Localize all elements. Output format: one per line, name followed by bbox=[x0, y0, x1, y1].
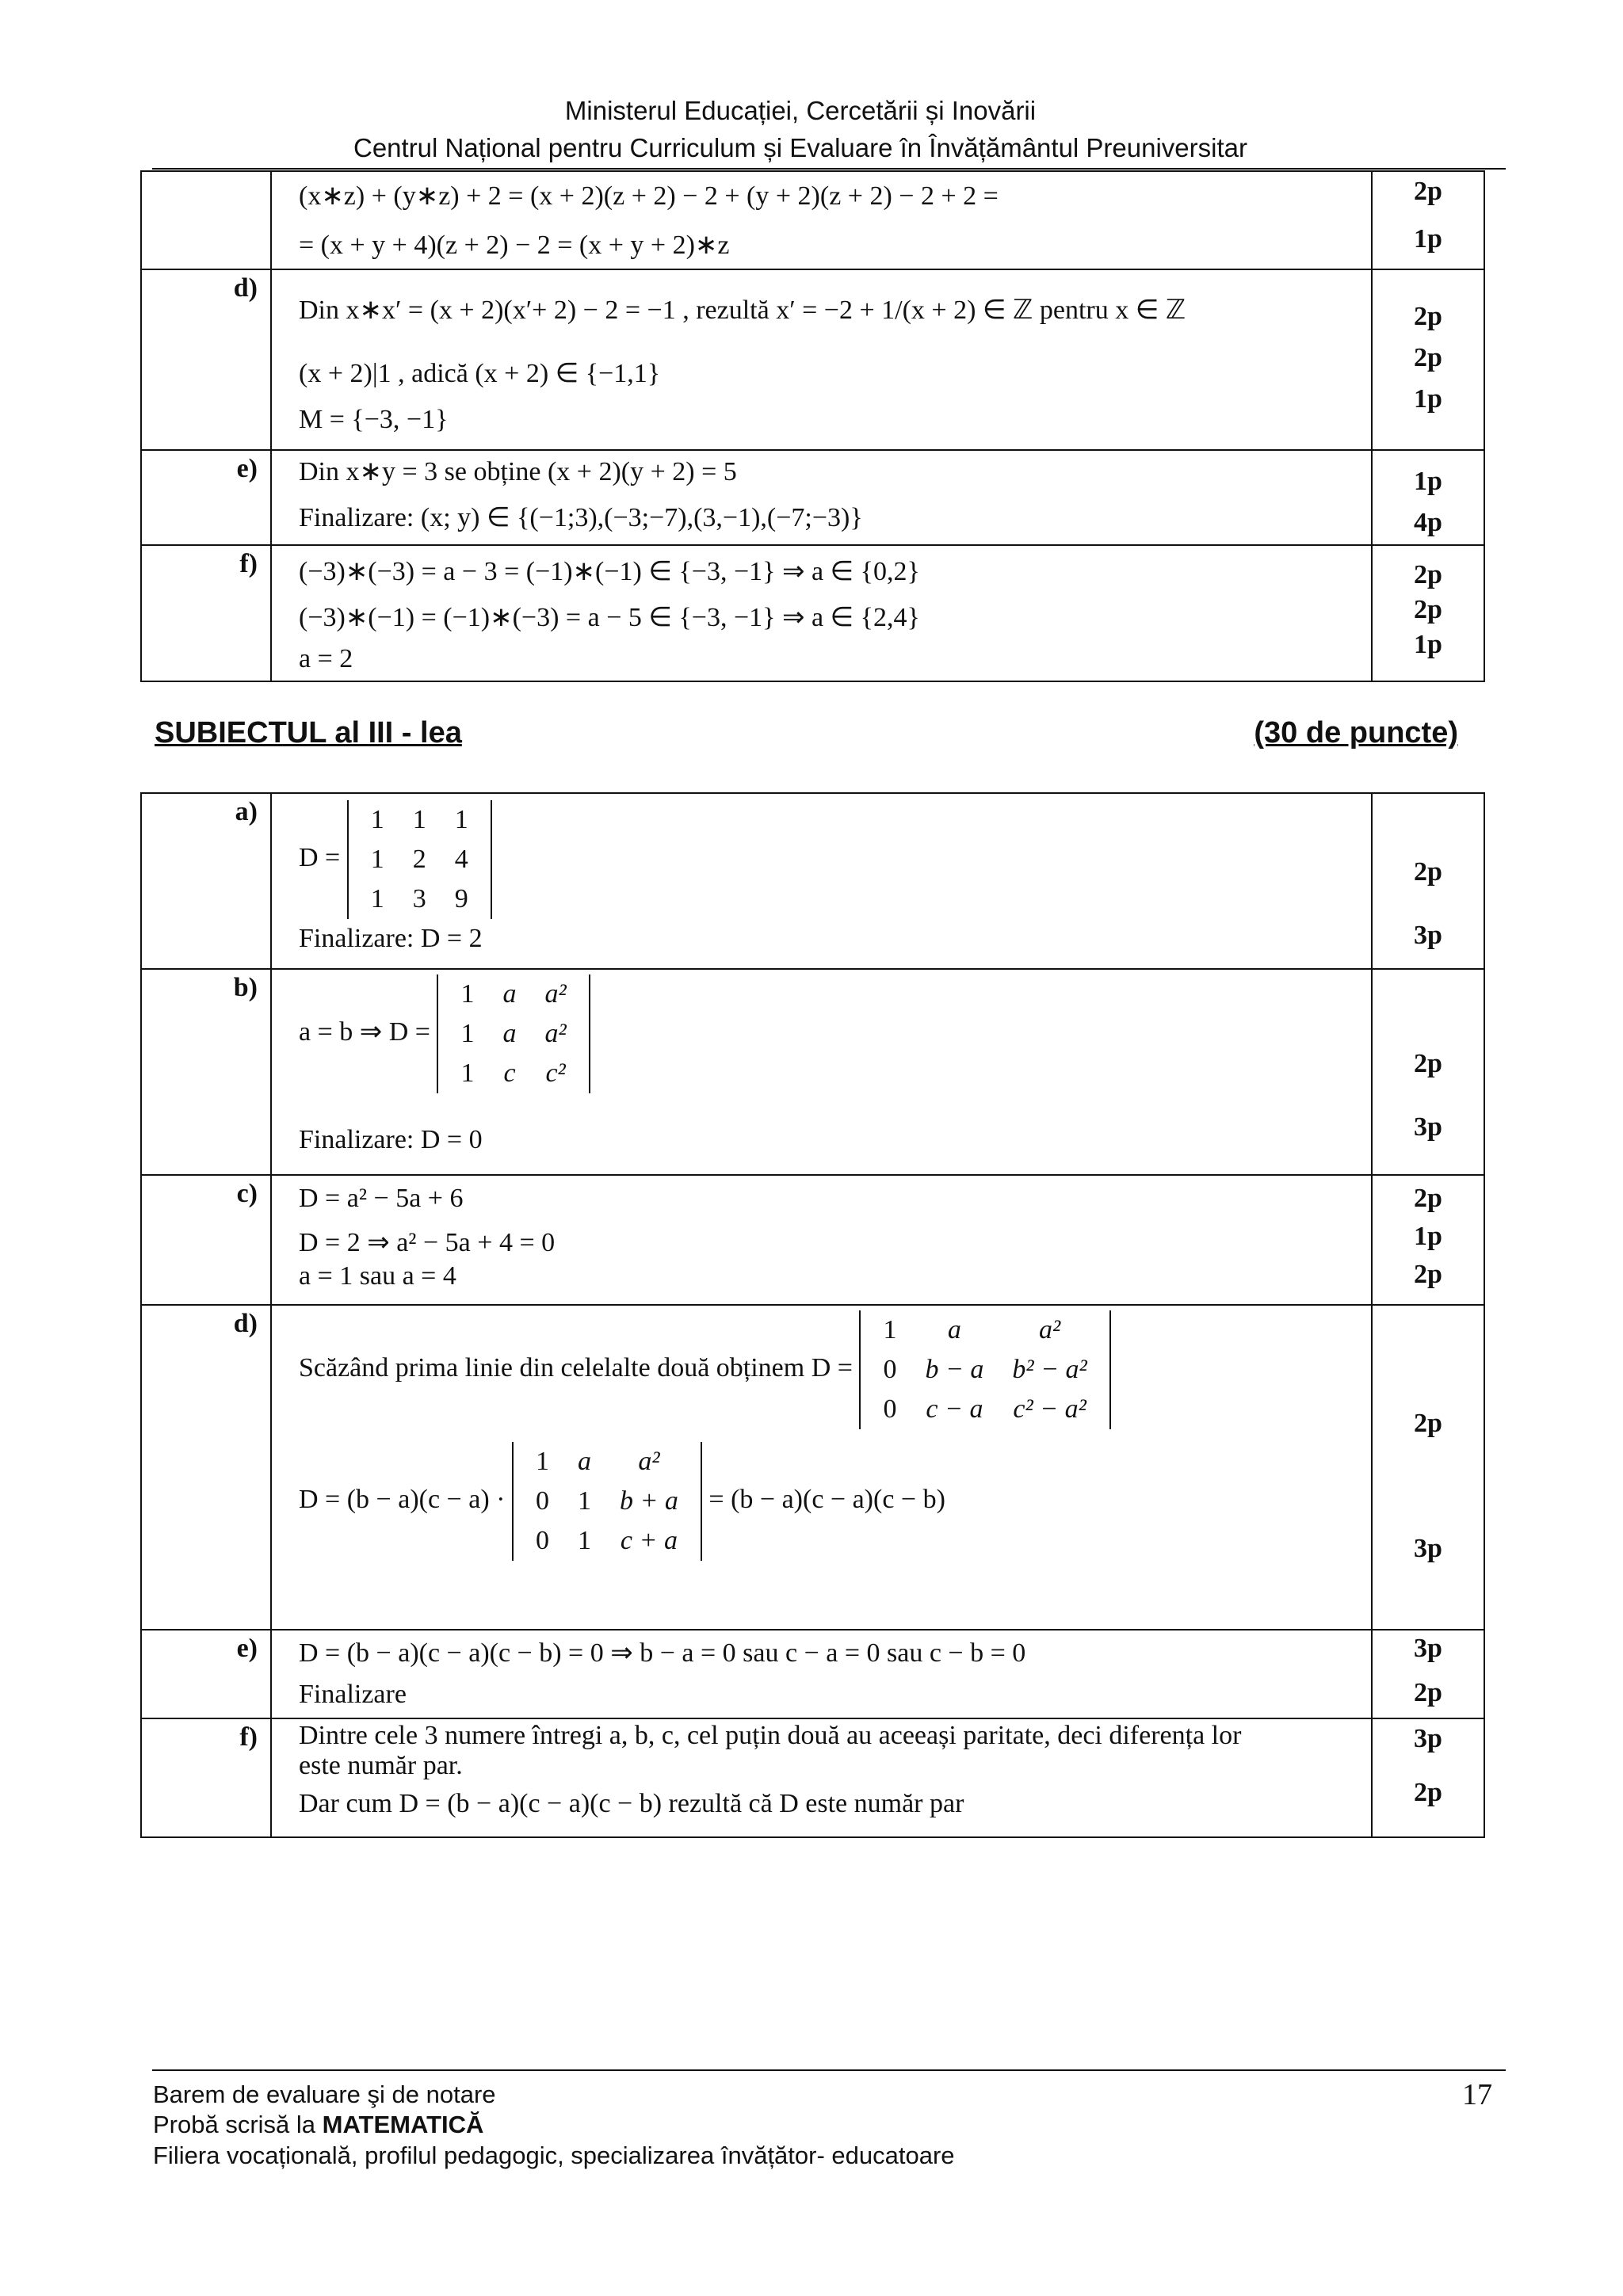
footer-subject: MATEMATICĂ bbox=[322, 2111, 484, 2138]
determinant-line bbox=[272, 1310, 1371, 1429]
text-line: Dintre cele 3 numere întregi a, b, c, cel puțin două au aceeași paritate, deci diferența lor bbox=[299, 1721, 1242, 1750]
row-content bbox=[271, 1175, 1372, 1305]
row-e bbox=[141, 1630, 1484, 1718]
points-value: 3p bbox=[1414, 921, 1442, 950]
formula-line: (x∗z) + (y∗z) + 2 = (x + 2)(z + 2) − 2 + (y + 2)(z + 2) − 2 + 2 = bbox=[299, 181, 999, 211]
matrix-cell: a² bbox=[1038, 1315, 1061, 1344]
matrix-cell: 1 bbox=[577, 1526, 591, 1555]
formula-line: a = 1 sau a = 4 bbox=[299, 1261, 456, 1291]
header-line-1: Ministerul Educației, Cercetării și Inovării bbox=[564, 96, 1037, 125]
determinant-line bbox=[272, 974, 1371, 1093]
determinant-suffix: = (b − a)(c − a)(c − b) bbox=[708, 1484, 945, 1514]
matrix-cell: a² bbox=[638, 1447, 660, 1476]
points-value: 2p bbox=[1414, 1184, 1442, 1213]
matrix-cell: 4 bbox=[454, 845, 468, 874]
matrix-cell: 1 bbox=[370, 845, 384, 874]
determinant-matrix bbox=[347, 800, 492, 919]
points-cell bbox=[1372, 450, 1484, 545]
points-value: 1p bbox=[1414, 384, 1442, 414]
points-value: 2p bbox=[1414, 1678, 1442, 1707]
row-e bbox=[141, 450, 1484, 545]
determinant-prefix: D = bbox=[299, 842, 341, 872]
grading-table-subject-3 bbox=[140, 792, 1485, 1838]
row-label: f) bbox=[141, 545, 271, 681]
points-value: 2p bbox=[1414, 343, 1442, 372]
matrix-cell: b² − a² bbox=[1012, 1355, 1087, 1384]
formula-line: Finalizare: D = 0 bbox=[299, 1125, 483, 1154]
formula-line: Din x∗y = 3 se obține (x + 2)(y + 2) = 5 bbox=[299, 457, 737, 486]
points-value: 2p bbox=[1414, 857, 1442, 887]
points-cell bbox=[1372, 1305, 1484, 1630]
matrix-cell: 0 bbox=[883, 1394, 897, 1424]
row-content bbox=[271, 171, 1372, 269]
matrix-cell: 9 bbox=[454, 884, 468, 913]
matrix-cell: c² bbox=[545, 1058, 566, 1088]
formula-line: D = 2 ⇒ a² − 5a + 4 = 0 bbox=[299, 1228, 556, 1257]
points-value: 3p bbox=[1414, 1534, 1442, 1563]
formula-line: D = (b − a)(c − a)(c − b) = 0 ⇒ b − a = 0 sau c − a = 0 sau c − b = 0 bbox=[299, 1638, 1026, 1668]
matrix-grid bbox=[521, 1442, 693, 1561]
determinant-line bbox=[272, 800, 1371, 919]
points-value: 2p bbox=[1414, 177, 1442, 206]
matrix-grid bbox=[357, 800, 483, 919]
matrix-cell: 1 bbox=[370, 805, 384, 834]
matrix-grid bbox=[869, 1310, 1101, 1429]
points-value: 1p bbox=[1414, 630, 1442, 659]
points-value: 4p bbox=[1414, 508, 1442, 537]
matrix-cell: 0 bbox=[535, 1486, 549, 1516]
header-line-2: Centrul Național pentru Curriculum și Evaluare în Învățământul Preuniversitar bbox=[353, 133, 1247, 162]
points-cell bbox=[1372, 1718, 1484, 1837]
determinant-prefix: Scăzând prima linie din celelalte două obținem D = bbox=[299, 1352, 853, 1383]
points-value: 1p bbox=[1414, 1222, 1442, 1251]
formula-line: a = 2 bbox=[299, 644, 353, 673]
matrix-cell: 3 bbox=[412, 884, 426, 913]
matrix-cell: a² bbox=[544, 1019, 567, 1048]
points-value: 2p bbox=[1414, 1778, 1442, 1807]
points-value: 3p bbox=[1414, 1112, 1442, 1142]
page-number: 17 bbox=[1462, 2078, 1492, 2111]
text-line: este număr par. bbox=[299, 1751, 463, 1780]
matrix-cell: 1 bbox=[460, 1058, 475, 1088]
matrix-cell: a bbox=[577, 1447, 591, 1476]
row-f bbox=[141, 1718, 1484, 1837]
footer-line-2-prefix: Probă scrisă la bbox=[153, 2111, 323, 2138]
points-cell bbox=[1372, 969, 1484, 1175]
matrix-cell: 1 bbox=[883, 1315, 897, 1344]
row-content bbox=[271, 450, 1372, 545]
row-d bbox=[141, 269, 1484, 450]
formula-line: Finalizare bbox=[299, 1680, 407, 1709]
points-value: 2p bbox=[1414, 302, 1442, 331]
matrix-cell: 1 bbox=[412, 805, 426, 834]
section-heading bbox=[155, 716, 1458, 750]
points-value: 2p bbox=[1414, 1409, 1442, 1438]
row-label: f) bbox=[141, 1718, 271, 1837]
row-b bbox=[141, 969, 1484, 1175]
matrix-grid bbox=[446, 974, 580, 1093]
section-title: SUBIECTUL al III - lea bbox=[155, 716, 462, 749]
formula-line: D = a² − 5a + 6 bbox=[299, 1184, 464, 1213]
section-points: (30 de puncte) bbox=[1254, 716, 1458, 749]
row-content bbox=[271, 793, 1372, 969]
row-c bbox=[141, 1175, 1484, 1305]
row-d bbox=[141, 1305, 1484, 1630]
footer-line-2 bbox=[153, 2111, 483, 2139]
row-label: c) bbox=[141, 1175, 271, 1305]
determinant-matrix bbox=[859, 1310, 1110, 1429]
points-value: 3p bbox=[1414, 1634, 1442, 1663]
header-divider bbox=[152, 168, 1506, 170]
matrix-cell: c² − a² bbox=[1013, 1394, 1086, 1424]
formula-line: Finalizare: D = 2 bbox=[299, 924, 483, 953]
row-label: a) bbox=[141, 793, 271, 969]
matrix-cell: 1 bbox=[460, 1019, 475, 1048]
points-value: 2p bbox=[1414, 595, 1442, 624]
formula-line: Din x∗x′ = (x + 2)(x′+ 2) − 2 = −1 , rezultă x′ = −2 + 1/(x + 2) ∈ ℤ pentru x ∈ ℤ bbox=[299, 296, 1186, 325]
row-c-continued bbox=[141, 171, 1484, 269]
row-content bbox=[271, 969, 1372, 1175]
row-label: d) bbox=[141, 269, 271, 450]
matrix-cell: c + a bbox=[620, 1526, 678, 1555]
formula-line: = (x + y + 4)(z + 2) − 2 = (x + y + 2)∗z bbox=[299, 231, 730, 260]
matrix-cell: 0 bbox=[883, 1355, 897, 1384]
matrix-cell: 1 bbox=[454, 805, 468, 834]
formula-line: Dar cum D = (b − a)(c − a)(c − b) rezultă că D este număr par bbox=[299, 1789, 964, 1818]
formula-line: (−3)∗(−1) = (−1)∗(−3) = a − 5 ∈ {−3, −1} ⇒ a ∈ {2,4} bbox=[299, 603, 920, 632]
matrix-cell: 2 bbox=[412, 845, 426, 874]
row-f bbox=[141, 545, 1484, 681]
row-a bbox=[141, 793, 1484, 969]
row-label-empty bbox=[141, 171, 271, 269]
points-value: 3p bbox=[1414, 1724, 1442, 1753]
matrix-cell: 0 bbox=[535, 1526, 549, 1555]
matrix-cell: 1 bbox=[535, 1447, 549, 1476]
points-cell bbox=[1372, 1175, 1484, 1305]
row-label: b) bbox=[141, 969, 271, 1175]
points-value: 2p bbox=[1414, 1260, 1442, 1289]
determinant-matrix bbox=[512, 1442, 702, 1561]
matrix-cell: c bbox=[503, 1058, 516, 1088]
matrix-cell: a bbox=[502, 1019, 517, 1048]
points-cell bbox=[1372, 1630, 1484, 1718]
points-value: 1p bbox=[1414, 467, 1442, 496]
row-content bbox=[271, 545, 1372, 681]
points-cell bbox=[1372, 171, 1484, 269]
points-value: 1p bbox=[1414, 224, 1442, 254]
formula-line: Finalizare: (x; y) ∈ {(−1;3),(−3;−7),(3,−1),(−7;−3)} bbox=[299, 503, 863, 532]
matrix-cell: 1 bbox=[577, 1486, 591, 1516]
formula-line: (−3)∗(−3) = a − 3 = (−1)∗(−1) ∈ {−3, −1} ⇒ a ∈ {0,2} bbox=[299, 557, 920, 586]
determinant-matrix bbox=[437, 974, 590, 1093]
row-label: e) bbox=[141, 450, 271, 545]
formula-line: M = {−3, −1} bbox=[299, 405, 449, 434]
determinant-line bbox=[272, 1442, 1371, 1561]
points-cell bbox=[1372, 545, 1484, 681]
row-content bbox=[271, 269, 1372, 450]
row-content bbox=[271, 1718, 1372, 1837]
points-value: 2p bbox=[1414, 560, 1442, 589]
matrix-cell: c − a bbox=[926, 1394, 983, 1424]
row-content bbox=[271, 1305, 1372, 1630]
matrix-cell: a bbox=[502, 979, 517, 1009]
formula-line: (x + 2)|1 , adică (x + 2) ∈ {−1,1} bbox=[299, 359, 661, 388]
matrix-cell: a bbox=[947, 1315, 961, 1344]
footer-line-1: Barem de evaluare şi de notare bbox=[153, 2081, 496, 2108]
points-cell bbox=[1372, 269, 1484, 450]
matrix-cell: b + a bbox=[619, 1486, 678, 1516]
matrix-cell: 1 bbox=[370, 884, 384, 913]
row-label: d) bbox=[141, 1305, 271, 1630]
grading-table-subject-2 bbox=[140, 170, 1485, 682]
row-label: e) bbox=[141, 1630, 271, 1718]
determinant-prefix: D = (b − a)(c − a) · bbox=[299, 1484, 506, 1514]
footer-divider bbox=[152, 2069, 1506, 2071]
matrix-cell: 1 bbox=[460, 979, 475, 1009]
points-cell bbox=[1372, 793, 1484, 969]
determinant-prefix: a = b ⇒ D = bbox=[299, 1016, 430, 1047]
matrix-cell: a² bbox=[544, 979, 567, 1009]
footer-line-3: Filiera vocațională, profilul pedagogic, specializarea învățător- educatoare bbox=[153, 2142, 955, 2169]
row-content bbox=[271, 1630, 1372, 1718]
matrix-cell: b − a bbox=[925, 1355, 984, 1384]
points-value: 2p bbox=[1414, 1049, 1442, 1078]
